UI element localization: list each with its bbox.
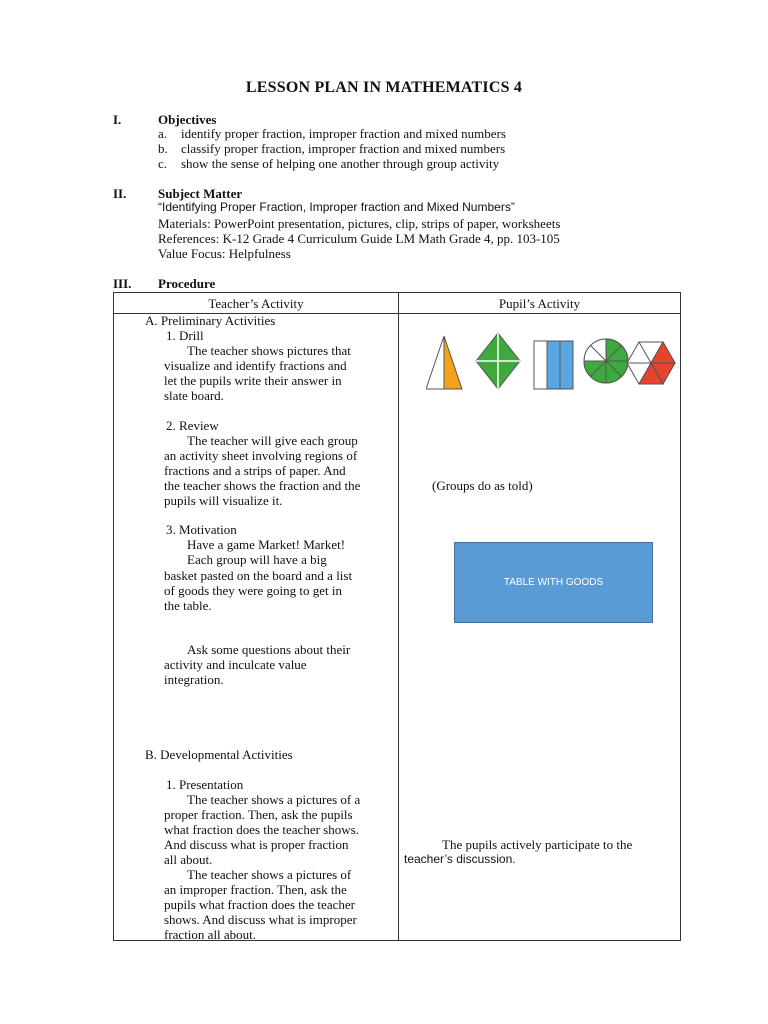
page-title: LESSON PLAN IN MATHEMATICS 4 xyxy=(245,79,523,96)
rectangle-fraction-shape xyxy=(534,341,573,389)
fraction-shapes-image xyxy=(426,331,676,399)
drill-label: 1. Drill xyxy=(166,328,204,343)
objective-letter: c. xyxy=(158,156,168,171)
subject-matter-number: II. xyxy=(113,186,127,201)
drill-line: let the pupils write their answer in xyxy=(164,373,342,388)
drill-line: The teacher shows pictures that xyxy=(187,343,351,358)
objective-letter: b. xyxy=(158,141,168,156)
presentation-line: all about. xyxy=(164,852,213,867)
procedure-heading: Procedure xyxy=(158,276,216,291)
procedure-table xyxy=(113,292,681,941)
presentation-line: fraction all about. xyxy=(164,927,257,942)
review-line: an activity sheet involving regions of xyxy=(164,448,358,463)
presentation-label: 1. Presentation xyxy=(166,777,244,792)
objective-item: classify proper fraction, improper fraction and mixed numbers xyxy=(181,141,506,156)
ask-line: activity and inculcate value xyxy=(164,657,307,672)
review-line: pupils will visualize it. xyxy=(164,493,283,508)
ask-line: Ask some questions about their xyxy=(187,642,351,657)
motivation-label: 3. Motivation xyxy=(166,522,237,537)
presentation-line: shows. And discuss what is improper xyxy=(164,912,357,927)
subject-topic: “Identifying Proper Fraction, Improper fraction and Mixed Numbers” xyxy=(158,200,515,214)
presentation-line: proper fraction. Then, ask the pupils xyxy=(164,807,353,822)
presentation-line: pupils what fraction does the teacher xyxy=(164,897,355,912)
ask-line: integration. xyxy=(164,672,224,687)
subject-materials: Materials: PowerPoint presentation, pictures, clip, strips of paper, worksheets xyxy=(158,216,561,231)
motivation-line: Have a game Market! Market! xyxy=(187,537,346,552)
goods-box-label: TABLE WITH GOODS xyxy=(503,577,604,588)
objective-letter: a. xyxy=(158,126,168,141)
preliminary-activities-label: A. Preliminary Activities xyxy=(145,313,276,328)
circle-fraction-shape xyxy=(584,339,628,383)
drill-line: visualize and identify fractions and xyxy=(164,358,347,373)
subject-value-focus: Value Focus: Helpfulness xyxy=(158,246,291,261)
review-line: the teacher shows the fraction and the xyxy=(164,478,361,493)
diamond-fraction-shape xyxy=(476,333,520,389)
motivation-line: basket pasted on the board and a list xyxy=(164,568,353,583)
presentation-line: what fraction does the teacher shows. xyxy=(164,822,359,837)
presentation-line: The teacher shows a pictures of a xyxy=(187,792,361,807)
triangle-fraction-shape xyxy=(426,336,462,389)
pupil-activity-header: Pupil’s Activity xyxy=(498,296,581,311)
procedure-number: III. xyxy=(113,276,132,291)
objectives-heading: Objectives xyxy=(158,112,217,127)
presentation-line: And discuss what is proper fraction xyxy=(164,837,349,852)
review-label: 2. Review xyxy=(166,418,219,433)
developmental-activities-label: B. Developmental Activities xyxy=(145,747,293,762)
column-divider xyxy=(398,293,399,940)
motivation-line: the table. xyxy=(164,598,212,613)
objective-item: show the sense of helping one another through group activity xyxy=(181,156,500,171)
drill-line: slate board. xyxy=(164,388,224,403)
objectives-number: I. xyxy=(113,112,122,127)
review-line: fractions and a strips of paper. And xyxy=(164,463,346,478)
presentation-line: The teacher shows a pictures of xyxy=(187,867,352,882)
table-with-goods-box xyxy=(454,542,653,623)
review-line: The teacher will give each group xyxy=(187,433,358,448)
teacher-activity-header: Teacher’s Activity xyxy=(208,296,304,311)
subject-matter-heading: Subject Matter xyxy=(158,186,243,201)
hexagon-fraction-shape xyxy=(627,342,675,384)
motivation-line: Each group will have a big xyxy=(187,552,327,567)
objective-item: identify proper fraction, improper fraction and mixed numbers xyxy=(181,126,506,141)
participate-line: The pupils actively participate to the xyxy=(442,837,633,852)
presentation-line: an improper fraction. Then, ask the xyxy=(164,882,347,897)
groups-do-as-told: (Groups do as told) xyxy=(432,478,533,493)
participate-line: teacher’s discussion. xyxy=(404,852,516,866)
motivation-line: of goods they were going to get in xyxy=(164,583,342,598)
subject-references: References: K-12 Grade 4 Curriculum Guide LM Math Grade 4, pp. 103-105 xyxy=(158,231,560,246)
